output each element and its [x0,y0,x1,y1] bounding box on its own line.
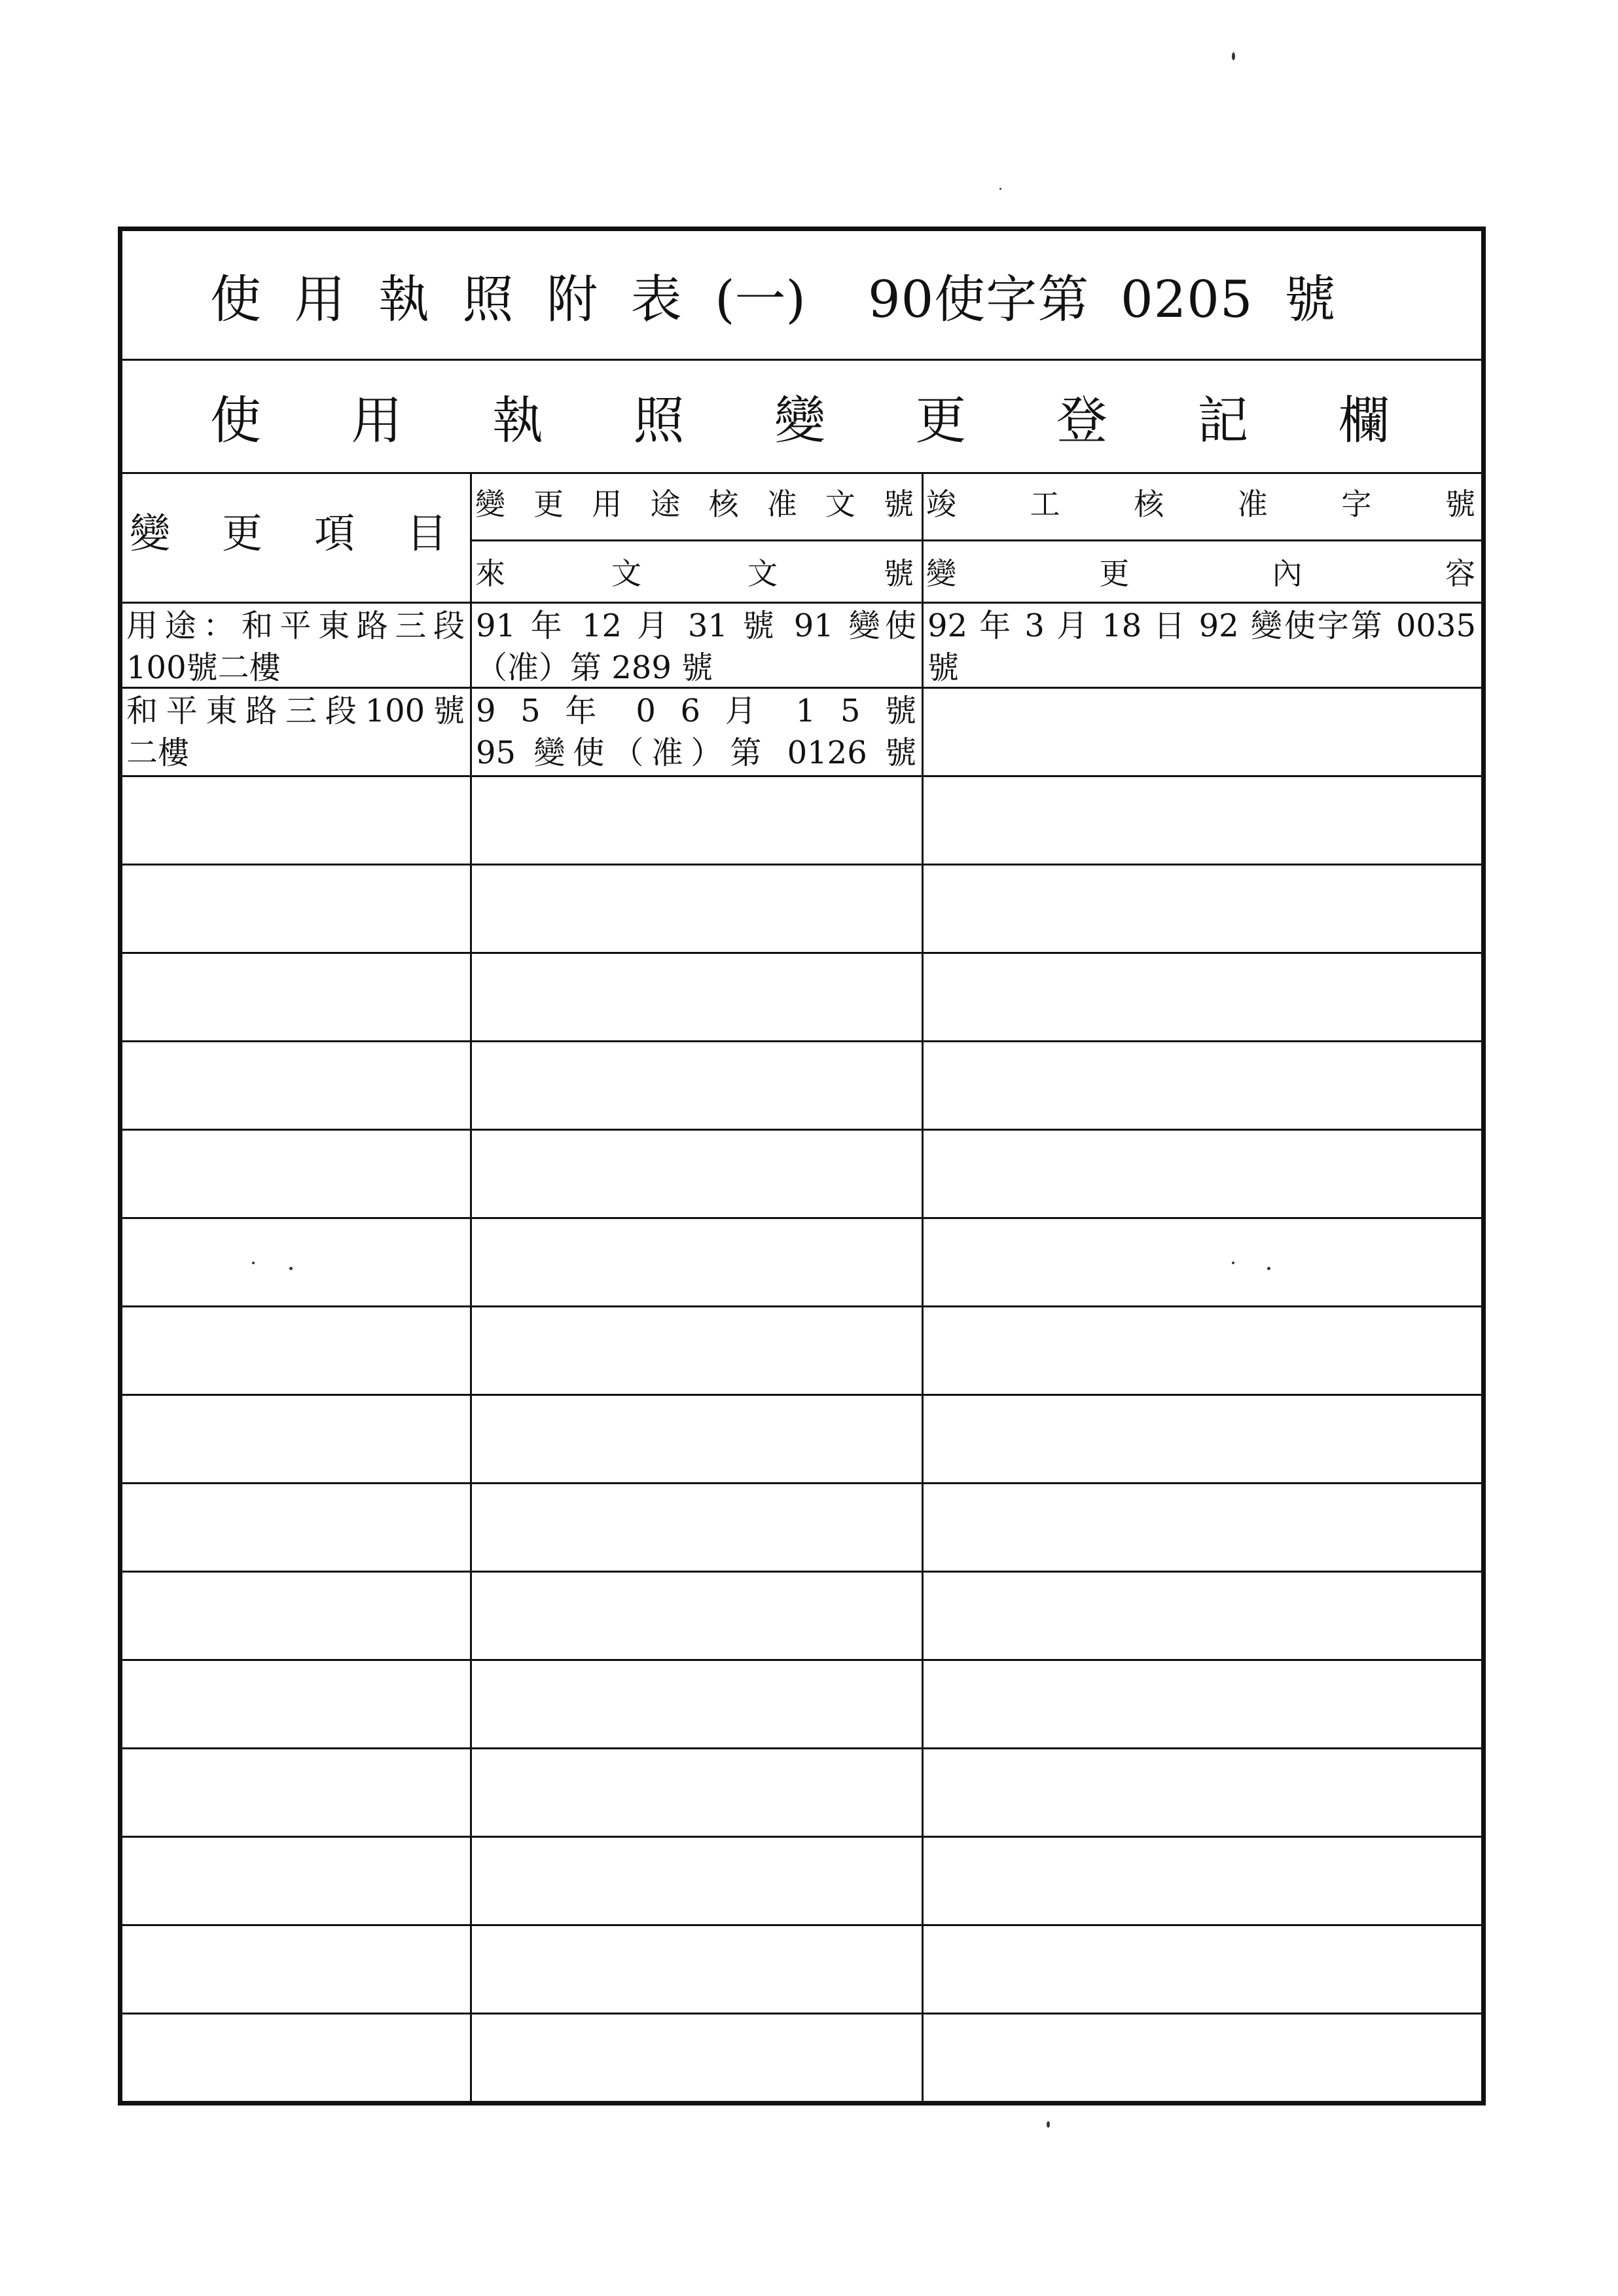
empty-row [122,1838,1481,1926]
content-cell [924,866,1481,952]
glyph: 變 [475,486,505,522]
glyph: 准 [1237,486,1268,522]
header-completion-cell [924,474,1481,541]
glyph: 附 [547,270,598,329]
glyph: 用 [351,392,403,450]
glyph: 准 [766,486,797,522]
content-line: 92 年 3 月 18 日 92 變使字第 0035 [927,608,1476,644]
content-cell [924,1307,1481,1394]
doc-no-cell [472,954,924,1040]
table-row [122,604,1481,689]
title-row [122,231,1481,361]
doc-no-cell [472,1396,924,1482]
content-cell [924,1396,1481,1482]
glyph: 途 [650,486,681,522]
content-cell [924,604,1481,687]
glyph: 來 [475,556,505,591]
scan-speck [1047,2121,1050,2128]
doc-no-line: 91 年 12 月 31 號 91 變使 [476,608,916,644]
empty-row [122,1219,1481,1307]
empty-row [122,1307,1481,1396]
content-cell [924,1749,1481,1836]
content-cell [924,1573,1481,1659]
item-cell [122,689,472,775]
glyph: (一) [715,270,806,329]
item-line: 二樓 [126,735,190,771]
content-cell [924,777,1481,864]
item-line: 100號二樓 [126,649,281,686]
glyph: 執 [492,392,543,450]
item-line: 用途：和平東路三段 [126,608,465,644]
scan-speck [1232,52,1235,60]
item-cell [122,1573,472,1659]
glyph: 文 [825,486,855,522]
doc-no-line: 9 5 年 0 6 月 1 5 號 [476,693,916,729]
permit-number: 90使字第 0205 號 [868,270,1337,329]
item-cell [122,1838,472,1924]
glyph: 核 [1134,486,1164,522]
empty-row [122,1396,1481,1484]
content-line: 號 [927,649,960,686]
item-cell [122,954,472,1040]
glyph: 文 [747,556,778,591]
glyph: 字 [1341,486,1372,522]
doc-no-cell [472,689,924,775]
item-cell [122,1749,472,1836]
header-item-cell [122,474,472,602]
scan-speck [999,188,1001,190]
item-cell [122,1484,472,1571]
doc-no-cell [472,777,924,864]
glyph: 號 [883,486,914,522]
doc-no-cell [472,1926,924,2013]
header-item [130,501,447,559]
header-content-cell [924,474,1481,602]
content-cell [924,1838,1481,1924]
glyph: 更 [221,509,262,557]
content-cell [924,1926,1481,2013]
empty-row [122,1484,1481,1573]
header-incoming-cell [472,541,922,602]
doc-no-line: 95 變使（准）第 0126 號 [476,735,916,771]
empty-row [122,1042,1481,1131]
item-cell [122,604,472,687]
item-cell [122,777,472,864]
item-cell [122,1131,472,1217]
glyph: 文 [611,556,641,591]
item-cell [122,866,472,952]
item-cell [122,1042,472,1129]
glyph: 記 [1197,392,1249,450]
content-cell [924,1661,1481,1747]
content-cell [924,1131,1481,1217]
glyph: 竣 [926,486,956,522]
glyph: 用 [294,270,346,329]
section-title [210,380,1390,453]
header-doc-cell [472,474,924,602]
item-cell [122,1396,472,1482]
item-cell [122,1219,472,1305]
doc-no-cell [472,1307,924,1394]
content-cell [924,1484,1481,1571]
item-cell [122,1307,472,1394]
empty-row [122,1749,1481,1838]
item-cell [122,1926,472,2013]
glyph: 用 [592,486,622,522]
header-incoming-no [475,550,914,593]
doc-no-cell [472,1042,924,1129]
empty-row [122,1131,1481,1219]
glyph: 內 [1272,556,1303,591]
doc-no-cell [472,1749,924,1836]
glyph: 容 [1445,556,1475,591]
glyph: 使 [210,270,262,329]
glyph: 使 [210,392,262,450]
use-permit-change-table [118,227,1486,2105]
section-row [122,361,1481,474]
glyph: 執 [378,270,430,329]
glyph: 更 [533,486,564,522]
glyph: 變 [926,556,956,591]
empty-row [122,1926,1481,2014]
glyph: 變 [774,392,825,450]
table-row [122,689,1481,777]
empty-row [122,954,1481,1042]
glyph: 號 [1445,486,1475,522]
doc-no-cell [472,1573,924,1659]
header-change-content-cell [924,541,1481,602]
doc-no-cell [472,1219,924,1305]
doc-no-cell [472,1131,924,1217]
glyph: 欄 [1338,392,1390,450]
glyph: 登 [1056,392,1107,450]
doc-no-cell [472,1838,924,1924]
glyph: 更 [915,392,967,450]
empty-row [122,1661,1481,1749]
header-approval-no [475,481,914,524]
glyph: 目 [406,509,447,557]
empty-row [122,866,1481,954]
header-change-content [926,550,1475,593]
empty-row [122,777,1481,866]
glyph: 照 [633,392,685,450]
document-title [210,259,806,332]
empty-row [122,2014,1481,2101]
content-cell [924,2014,1481,2101]
doc-no-cell [472,604,924,687]
item-cell [122,1661,472,1747]
glyph: 核 [708,486,739,522]
glyph: 變 [130,509,171,557]
content-cell [924,1219,1481,1305]
glyph: 工 [1030,486,1060,522]
content-cell [924,1042,1481,1129]
content-cell [924,954,1481,1040]
header-approval-cell [472,474,922,541]
doc-no-cell [472,866,924,952]
glyph: 更 [1099,556,1130,591]
glyph: 表 [630,270,682,329]
header-completion-no [926,481,1475,524]
item-cell [122,2014,472,2101]
glyph: 項 [314,509,355,557]
content-cell [924,689,1481,775]
empty-row [122,1573,1481,1661]
doc-no-cell [472,1484,924,1571]
glyph: 照 [462,270,514,329]
doc-no-cell [472,1661,924,1747]
glyph: 號 [884,556,914,591]
item-line: 和平東路三段100號 [126,693,465,729]
doc-no-cell [472,2014,924,2101]
doc-no-line: （准）第 289 號 [476,649,713,686]
header-row [122,474,1481,604]
